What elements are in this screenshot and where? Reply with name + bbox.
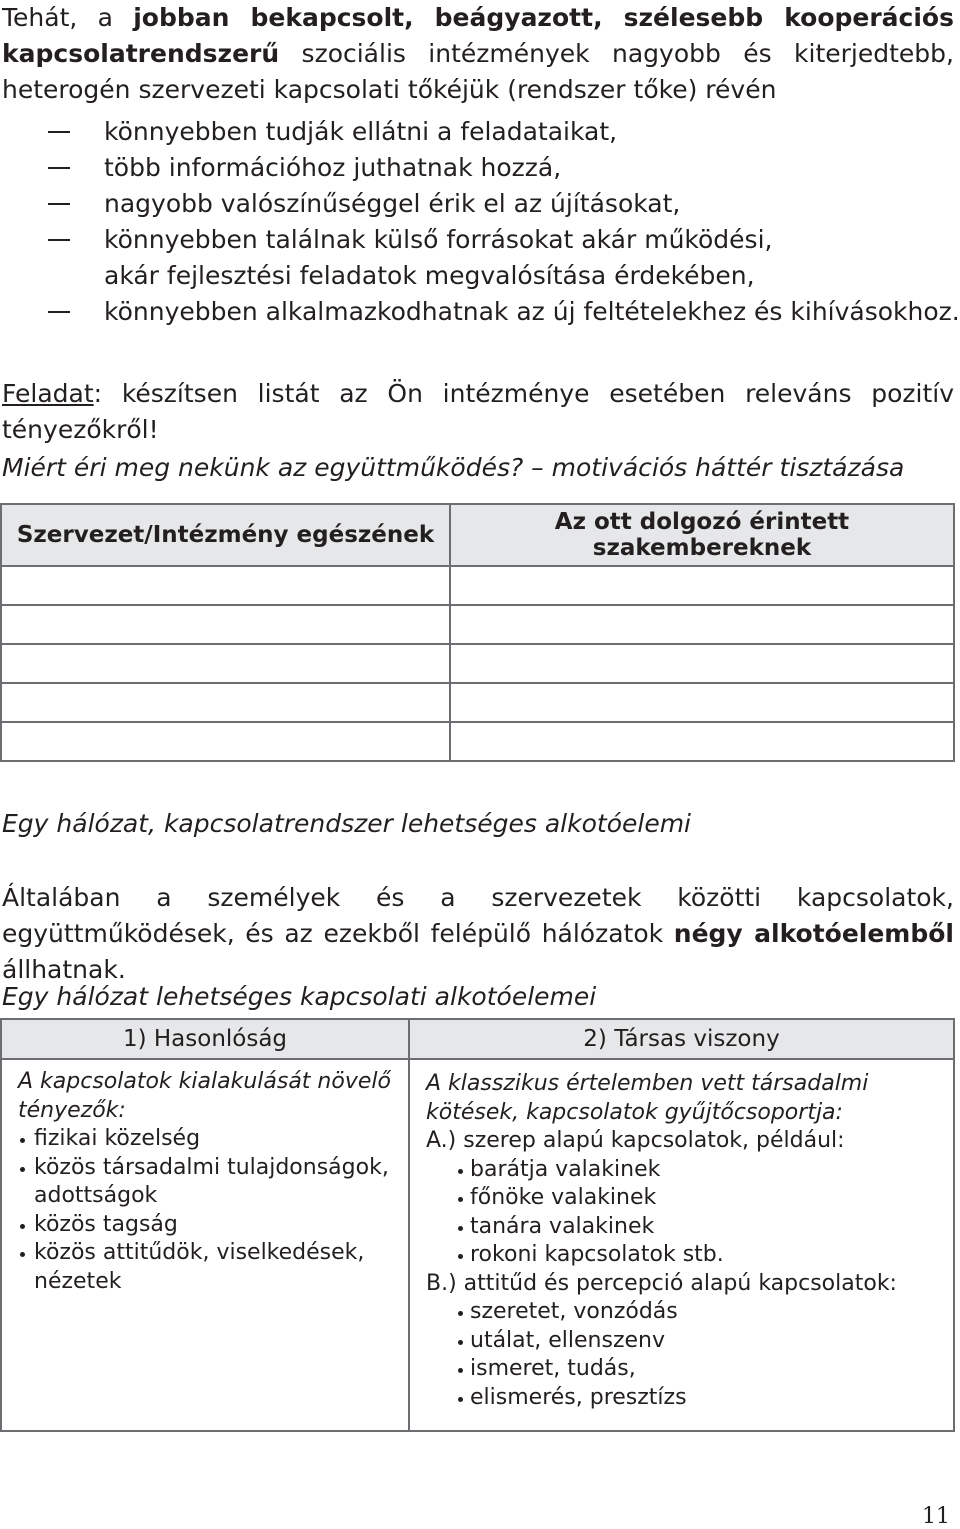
table-cell[interactable]: [1, 566, 450, 605]
list-item: közös társadalmi tulajdonságok, adottságok: [18, 1154, 394, 1211]
bullet-icon: [458, 1311, 463, 1316]
list-item: több információhoz juthatnak hozzá,: [0, 150, 960, 186]
section-title: Egy hálózat, kapcsolatrendszer lehetséges alkotóelemi: [2, 809, 692, 838]
column-header: 2) Társas viszony: [409, 1019, 954, 1059]
section-title: Egy hálózat lehetséges kapcsolati alkotóelemei: [2, 982, 597, 1011]
bullet-icon: [20, 1167, 25, 1172]
intro-text-a: Tehát, a: [2, 3, 134, 32]
list-item: rokoni kapcsolatok stb.: [426, 1241, 939, 1270]
bullet-icon: [458, 1340, 463, 1345]
dash-icon: [48, 131, 70, 133]
table-row: [1, 605, 954, 644]
intro-bold: jobban bekapcsolt, beágyazott, szélesebb kooperációs kapcsolatrendszerű: [2, 3, 954, 68]
list-item: szeretet, vonzódás: [426, 1298, 939, 1327]
bullet-icon: [458, 1197, 463, 1202]
table-row: [1, 644, 954, 683]
components-paragraph: Általában a személyek és a szervezetek közötti kapcsolatok, együttműködések, és az ezekből felépülő hálózatok négy alkotóelemből állhatnak.: [2, 883, 955, 984]
dash-icon: [48, 239, 70, 241]
table-cell[interactable]: [1, 605, 450, 644]
table-cell[interactable]: [450, 722, 954, 761]
list-item: utálat, ellenszenv: [426, 1327, 939, 1356]
benefit-list: [0, 114, 960, 330]
similarity-intro: A kapcsolatok kialakulását növelő tényezők:: [18, 1069, 391, 1123]
task-label: Feladat: [2, 379, 94, 408]
bullet-icon: [458, 1397, 463, 1402]
components-table: [0, 1018, 955, 1432]
table-cell[interactable]: [1, 722, 450, 761]
intro-text-b: szociális intézmények nagyobb és kiterjedtebb, heterogén szervezeti kapcsolati tőkéjük (rendszer tőke) révén: [2, 39, 954, 104]
list-item: fizikai közelség: [18, 1125, 394, 1154]
bold-phrase: négy alkotóelemből: [673, 919, 955, 948]
table-row: [1, 1059, 954, 1431]
list-item: tanára valakinek: [426, 1213, 939, 1242]
dash-icon: [48, 311, 70, 313]
table-row: [1, 566, 954, 605]
task-paragraph: [2, 376, 954, 448]
column-header: Az ott dolgozó érintett szakembereknek: [450, 504, 954, 566]
list-item: könnyebben alkalmazkodhatnak az új feltételekhez és kihívásokhoz.: [0, 294, 960, 330]
intro-paragraph: [2, 0, 954, 108]
list-item: közös tagság: [18, 1211, 394, 1240]
benefits-table: [0, 503, 955, 762]
table-cell[interactable]: [450, 605, 954, 644]
list-item: könnyebben tudják ellátni a feladataikat,: [0, 114, 960, 150]
list-item: barátja valakinek: [426, 1156, 939, 1185]
column-header: Szervezet/Intézmény egészének: [1, 504, 450, 566]
list-item: nagyobb valószínűséggel érik el az újításokat,: [0, 186, 960, 222]
list-item: ismeret, tudás,: [426, 1355, 939, 1384]
bullet-icon: [20, 1224, 25, 1229]
table-cell[interactable]: [450, 644, 954, 683]
table-header-row: [1, 1019, 954, 1059]
page-number: 11: [922, 1504, 950, 1529]
table-cell[interactable]: [1, 683, 450, 722]
list-item: elismerés, presztízs: [426, 1384, 939, 1413]
table-row: [1, 683, 954, 722]
task-text: : készítsen listát az Ön intézménye esetében releváns pozitív tényezőkről!: [2, 379, 954, 444]
table-cell[interactable]: [1, 644, 450, 683]
table-cell[interactable]: [450, 566, 954, 605]
dash-icon: [48, 167, 70, 169]
table-header-row: [1, 504, 954, 566]
similarity-cell: [1, 1059, 409, 1431]
social-relation-intro: A klasszikus értelemben vett társadalmi kötések, kapcsolatok gyűjtőcsoportja:: [426, 1071, 869, 1125]
bullet-icon: [458, 1169, 463, 1174]
dash-icon: [48, 203, 70, 205]
social-relation-cell: [409, 1059, 954, 1431]
list-item: könnyebben találnak külső forrásokat akár működési, akár fejlesztési feladatok megvalósítása érdekében,: [0, 222, 824, 294]
bullet-icon: [458, 1368, 463, 1373]
bullet-icon: [20, 1252, 25, 1257]
column-header: 1) Hasonlóság: [1, 1019, 409, 1059]
list-item: főnöke valakinek: [426, 1184, 939, 1213]
role-based-label: A.) szerep alapú kapcsolatok, például:: [426, 1128, 845, 1153]
attitude-based-label: B.) attitűd és percepció alapú kapcsolatok:: [426, 1270, 897, 1296]
bullet-icon: [458, 1254, 463, 1259]
bullet-icon: [20, 1138, 25, 1143]
motivation-question: Miért éri meg nekünk az együttműködés? – motivációs háttér tisztázása: [2, 453, 905, 482]
table-cell[interactable]: [450, 683, 954, 722]
bullet-icon: [458, 1226, 463, 1231]
list-item: közös attitűdök, viselkedések, nézetek: [18, 1239, 394, 1296]
table-row: [1, 722, 954, 761]
